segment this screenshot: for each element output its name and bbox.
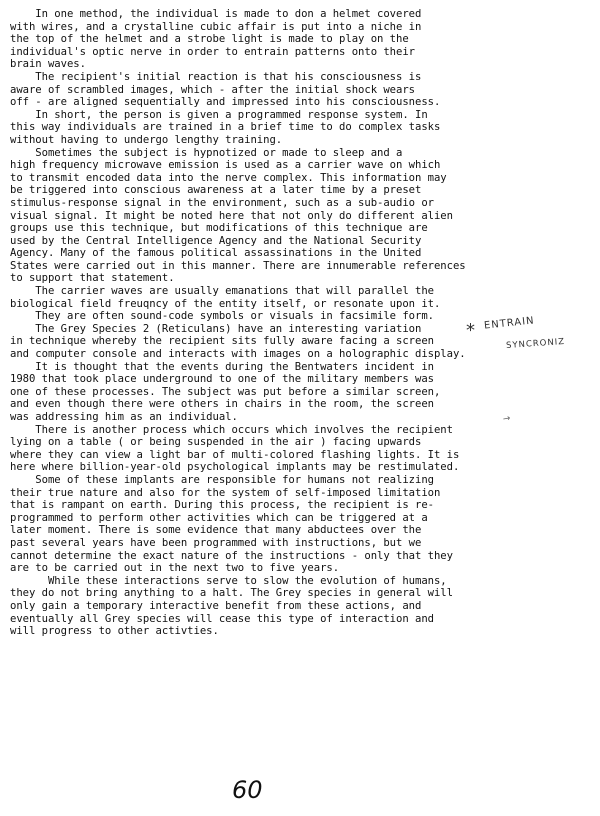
text-line: individual's optic nerve in order to entrain patterns onto their [10, 45, 415, 58]
text-line: It is thought that the events during the Bentwaters incident in [10, 360, 434, 373]
text-line: Agency. Many of the famous political assassinations in the United [10, 247, 422, 260]
text-line: only gain a temporary interactive benefit from these actions, and [10, 599, 422, 612]
text-line: will progress to other activties. [10, 625, 219, 638]
text-line: and computer console and interacts with images on a holographic display. [10, 348, 466, 361]
text-line: visual signal. It might be noted here that not only do different alien [10, 209, 453, 222]
margin-note-synchronize: SYNCRONIZ [505, 336, 566, 352]
text-line: and even though there were others in chairs in the room, the screen [10, 398, 434, 411]
text-line: used by the Central Intelligence Agency and the National Security [10, 234, 422, 247]
text-line: eventually all Grey species will cease this type of interaction and [10, 612, 434, 625]
text-line: was addressing him as an individual. [10, 411, 238, 423]
body-text [10, 8, 500, 638]
text-line: one of these processes. The subject was put before a similar screen, [10, 385, 441, 398]
text-line: While these interactions serve to slow the evolution of humans, [10, 574, 447, 587]
text-line: They are often sound-code symbols or visuals in facsimile form. [10, 310, 434, 323]
text-line: The Grey Species 2 (Reticulans) have an interesting variation [10, 322, 422, 335]
text-line: are to be carried out in the next two to five years. [10, 562, 340, 575]
text-line: brain waves. [10, 58, 86, 71]
text-line: where they can view a light bar of multi-colored flashing lights. It is [10, 448, 460, 461]
text-line: high frequency microwave emission is used as a carrier wave on which [10, 159, 441, 172]
text-line: their true nature and also for the system of self-imposed limitation [10, 486, 441, 499]
text-line: without having to undergo lengthy training. [10, 133, 283, 146]
text-line: stimulus-response signal in the environment, such as a sub-audio or [10, 196, 434, 209]
text-line: aware of scrambled images, which - after the initial shock wears [10, 83, 415, 96]
page-number: 60 [232, 776, 263, 804]
text-line: this way individuals are trained in a brief time to do complex tasks [10, 121, 441, 134]
text-line: with wires, and a crystalline cubic affair is put into a niche in [10, 20, 422, 33]
text-line: off - are aligned sequentially and impressed into his consciousness. [10, 96, 441, 109]
text-line: past several years have been programmed with instructions, but we [10, 536, 422, 549]
text-line: In one method, the individual is made to don a helmet covered [10, 8, 422, 20]
text-line: The recipient's initial reaction is that his consciousness is [10, 70, 422, 83]
text-line: the top of the helmet and a strobe light is made to play on the [10, 33, 409, 46]
text-line: they do not bring anything to a halt. The Grey species in general will [10, 587, 453, 600]
text-line: to transmit encoded data into the nerve complex. This information may [10, 171, 447, 184]
text-line: in technique whereby the recipient sits fully aware facing a screen [10, 335, 434, 348]
text-line: to support that statement. [10, 272, 175, 285]
text-line: biological field freuqncy of the entity itself, or resonate upon it. [10, 297, 441, 310]
text-line: here where billion-year-old psychological implants may be restimulated. [10, 461, 460, 474]
text-line: In short, the person is given a programmed response system. In [10, 108, 428, 121]
margin-asterisk: * [466, 320, 475, 341]
margin-note-entrain: ENTRAIN [483, 315, 536, 332]
text-line: be triggered into conscious awareness at a later time by a preset [10, 184, 422, 197]
text-line: Sometimes the subject is hypnotized or made to sleep and a [10, 146, 403, 159]
text-line: 1980 that took place underground to one of the military members was [10, 373, 434, 386]
text-line: groups use this technique, but modifications of this technique are [10, 222, 428, 235]
text-line: lying on a table ( or being suspended in the air ) facing upwards [10, 436, 422, 449]
text-line: There is another process which occurs which involves the recipient [10, 423, 453, 436]
text-line: later moment. There is some evidence that many abductees over the [10, 524, 422, 537]
text-line: cannot determine the exact nature of the instructions - only that they [10, 549, 453, 562]
margin-note-bentwaters: → [502, 413, 515, 425]
text-line: The carrier waves are usually emanations that will parallel the [10, 285, 434, 298]
text-line: that is rampant on earth. During this process, the recipient is re- [10, 499, 434, 512]
text-line: programmed to perform other activities which can be triggered at a [10, 511, 428, 524]
text-line: States were carried out in this manner. There are innumerable references [10, 259, 466, 272]
text-line: Some of these implants are responsible for humans not realizing [10, 473, 434, 486]
